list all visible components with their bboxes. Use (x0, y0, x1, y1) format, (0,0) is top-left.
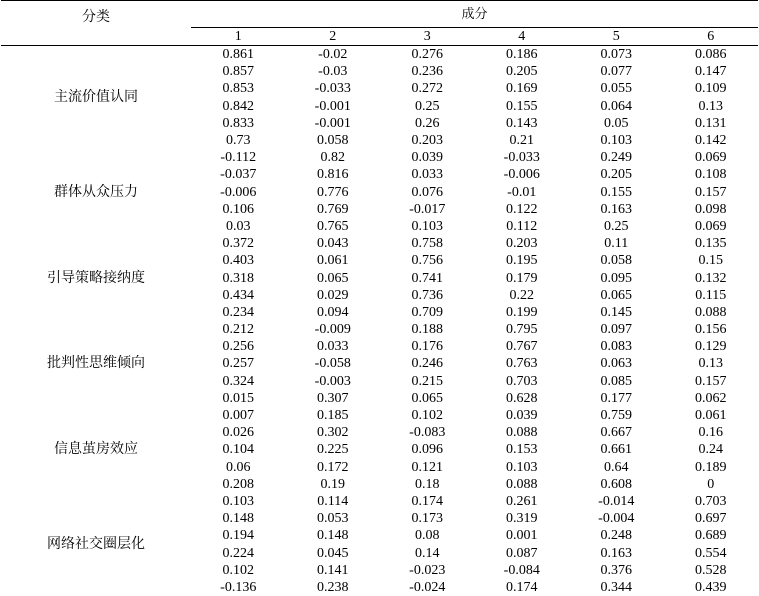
loading-cell: 0.661 (569, 441, 664, 458)
loading-cell: 0.528 (664, 562, 759, 579)
loading-cell: 0.155 (569, 184, 664, 201)
loading-cell: 0.759 (569, 407, 664, 424)
loading-cell: 0.085 (569, 373, 664, 390)
loading-cell: 0.029 (286, 287, 381, 304)
loading-cell: 0.176 (380, 338, 475, 355)
loading-cell: 0.236 (380, 63, 475, 80)
loading-cell: -0.136 (191, 579, 286, 596)
loading-cell: 0.155 (475, 98, 570, 115)
loading-cell: 0.148 (286, 527, 381, 544)
header-row-top (1, 1, 758, 28)
table-row (1, 321, 758, 338)
loading-cell: 0.104 (191, 441, 286, 458)
table-row (1, 407, 758, 424)
loading-cell: 0.097 (569, 321, 664, 338)
loading-cell: -0.006 (191, 184, 286, 201)
category-label: 信息茧房效应 (1, 407, 191, 493)
loading-cell: 0.122 (475, 201, 570, 218)
category-header: 分类 (1, 1, 191, 46)
loading-cell: 0.376 (569, 562, 664, 579)
loading-cell: 0.08 (380, 527, 475, 544)
table-row (1, 46, 758, 64)
loading-cell: 0.096 (380, 441, 475, 458)
loading-cell: 0.062 (664, 390, 759, 407)
factor-number-2: 2 (286, 28, 381, 46)
loading-cell: 0.765 (286, 218, 381, 235)
loading-cell: 0.055 (569, 80, 664, 97)
loading-cell: 0.065 (286, 269, 381, 286)
loading-cell: 0.06 (191, 459, 286, 476)
loading-cell: 0.703 (475, 373, 570, 390)
loading-cell: -0.004 (569, 510, 664, 527)
loading-cell: 0.053 (286, 510, 381, 527)
loading-cell: -0.058 (286, 355, 381, 372)
loading-cell: 0.163 (569, 201, 664, 218)
loading-cell: 0.261 (475, 493, 570, 510)
loading-cell: 0.249 (569, 149, 664, 166)
loading-cell: 0.302 (286, 424, 381, 441)
loading-cell: -0.009 (286, 321, 381, 338)
table-row (1, 235, 758, 252)
loading-cell: 0.058 (569, 252, 664, 269)
loading-cell: 0.169 (475, 80, 570, 97)
loading-cell: 0.13 (664, 355, 759, 372)
factor-number-1: 1 (191, 28, 286, 46)
loading-cell: 0.05 (569, 115, 664, 132)
loading-cell: 0.109 (664, 80, 759, 97)
loading-cell: 0.145 (569, 304, 664, 321)
loading-cell: 0.82 (286, 149, 381, 166)
loading-cell: 0.248 (569, 527, 664, 544)
loading-cell: 0.063 (569, 355, 664, 372)
loading-cell: 0.095 (569, 269, 664, 286)
loading-cell: 0.25 (380, 98, 475, 115)
loading-cell: 0.189 (664, 459, 759, 476)
loading-cell: 0.115 (664, 287, 759, 304)
loading-cell: 0.238 (286, 579, 381, 596)
loading-cell: 0.026 (191, 424, 286, 441)
loading-cell: 0.324 (191, 373, 286, 390)
loading-cell: -0.084 (475, 562, 570, 579)
loading-cell: 0.257 (191, 355, 286, 372)
loading-cell: 0.225 (286, 441, 381, 458)
loading-cell: -0.033 (286, 80, 381, 97)
loading-cell: 0.103 (475, 459, 570, 476)
loading-cell: 0.199 (475, 304, 570, 321)
table-body (1, 46, 758, 596)
loading-cell: 0.039 (380, 149, 475, 166)
loading-cell: -0.033 (475, 149, 570, 166)
loading-cell: -0.024 (380, 579, 475, 596)
loading-cell: 0.307 (286, 390, 381, 407)
loading-cell: 0.106 (191, 201, 286, 218)
loading-cell: 0.344 (569, 579, 664, 596)
loading-cell: 0.318 (191, 269, 286, 286)
loading-cell: 0.174 (380, 493, 475, 510)
factor-number-4: 4 (475, 28, 570, 46)
loading-cell: 0.069 (664, 149, 759, 166)
loading-cell: 0.087 (475, 544, 570, 561)
factor-number-5: 5 (569, 28, 664, 46)
loading-cell: 0.205 (569, 166, 664, 183)
loading-cell: 0.13 (664, 98, 759, 115)
loading-cell: 0.172 (286, 459, 381, 476)
factor-header: 成分 (191, 1, 758, 28)
loading-cell: -0.023 (380, 562, 475, 579)
loading-cell: 0.001 (475, 527, 570, 544)
loading-cell: -0.017 (380, 201, 475, 218)
loading-cell: 0.195 (475, 252, 570, 269)
loading-cell: 0.088 (664, 304, 759, 321)
loading-cell: 0.14 (380, 544, 475, 561)
table-header (1, 1, 758, 46)
loading-cell: 0.177 (569, 390, 664, 407)
loading-cell: 0.157 (664, 184, 759, 201)
loading-cell: 0.628 (475, 390, 570, 407)
loading-cell: 0.795 (475, 321, 570, 338)
loading-cell: 0.088 (475, 424, 570, 441)
loading-cell: 0.215 (380, 373, 475, 390)
category-label: 群体从众压力 (1, 149, 191, 235)
loading-cell: 0.141 (286, 562, 381, 579)
loading-cell: 0.077 (569, 63, 664, 80)
loading-cell: 0.234 (191, 304, 286, 321)
loading-cell: 0.853 (191, 80, 286, 97)
loading-cell: 0.767 (475, 338, 570, 355)
loading-cell: 0.319 (475, 510, 570, 527)
loading-cell: 0.272 (380, 80, 475, 97)
loading-cell: 0.076 (380, 184, 475, 201)
category-label: 批判性思维倾向 (1, 321, 191, 407)
loading-cell: 0.16 (664, 424, 759, 441)
loading-cell: 0.194 (191, 527, 286, 544)
loading-cell: 0.033 (286, 338, 381, 355)
loading-cell: 0.15 (664, 252, 759, 269)
loading-cell: 0.758 (380, 235, 475, 252)
loading-cell: -0.003 (286, 373, 381, 390)
loading-cell: 0.21 (475, 132, 570, 149)
loading-cell: 0.153 (475, 441, 570, 458)
loading-cell: 0.173 (380, 510, 475, 527)
loading-cell: 0.842 (191, 98, 286, 115)
loading-cell: 0.179 (475, 269, 570, 286)
loading-cell: 0.224 (191, 544, 286, 561)
loading-cell: 0.203 (475, 235, 570, 252)
loading-cell: 0.058 (286, 132, 381, 149)
loading-cell: 0.25 (569, 218, 664, 235)
loading-cell: 0.776 (286, 184, 381, 201)
loading-cell: 0.26 (380, 115, 475, 132)
loading-cell: -0.037 (191, 166, 286, 183)
loading-cell: 0.703 (664, 493, 759, 510)
loading-cell: 0.043 (286, 235, 381, 252)
loading-cell: 0.065 (569, 287, 664, 304)
loading-cell: 0.11 (569, 235, 664, 252)
loading-cell: 0.061 (286, 252, 381, 269)
loading-cell: 0.73 (191, 132, 286, 149)
loading-cell: 0.073 (569, 46, 664, 64)
loading-cell: 0.741 (380, 269, 475, 286)
loading-cell: 0.24 (664, 441, 759, 458)
loading-cell: 0.833 (191, 115, 286, 132)
loading-cell: 0 (664, 476, 759, 493)
loading-cell: 0.007 (191, 407, 286, 424)
loading-cell: 0.103 (380, 218, 475, 235)
loading-cell: 0.098 (664, 201, 759, 218)
loading-cell: 0.015 (191, 390, 286, 407)
loading-cell: -0.112 (191, 149, 286, 166)
loading-cell: 0.045 (286, 544, 381, 561)
loading-cell: 0.086 (664, 46, 759, 64)
table-row (1, 493, 758, 510)
loading-cell: -0.014 (569, 493, 664, 510)
loading-cell: 0.102 (380, 407, 475, 424)
loading-cell: -0.083 (380, 424, 475, 441)
loading-cell: 0.064 (569, 98, 664, 115)
loading-cell: 0.156 (664, 321, 759, 338)
loading-cell: 0.769 (286, 201, 381, 218)
loading-cell: 0.212 (191, 321, 286, 338)
loading-cell: 0.103 (191, 493, 286, 510)
loading-cell: 0.816 (286, 166, 381, 183)
loading-cell: 0.697 (664, 510, 759, 527)
loading-cell: 0.147 (664, 63, 759, 80)
loading-cell: 0.103 (569, 132, 664, 149)
loading-cell: 0.129 (664, 338, 759, 355)
loading-cell: 0.094 (286, 304, 381, 321)
loading-cell: 0.19 (286, 476, 381, 493)
loading-cell: 0.131 (664, 115, 759, 132)
loading-cell: 0.163 (569, 544, 664, 561)
loading-cell: 0.709 (380, 304, 475, 321)
loading-cell: 0.667 (569, 424, 664, 441)
loading-cell: 0.186 (475, 46, 570, 64)
loading-cell: 0.22 (475, 287, 570, 304)
loading-cell: 0.205 (475, 63, 570, 80)
loading-cell: 0.554 (664, 544, 759, 561)
loading-cell: 0.276 (380, 46, 475, 64)
loading-cell: 0.088 (475, 476, 570, 493)
table-row (1, 149, 758, 166)
loading-cell: 0.102 (191, 562, 286, 579)
loading-cell: 0.689 (664, 527, 759, 544)
factor-number-3: 3 (380, 28, 475, 46)
loading-cell: 0.143 (475, 115, 570, 132)
loading-cell: 0.188 (380, 321, 475, 338)
loading-cell: 0.112 (475, 218, 570, 235)
loading-cell: 0.857 (191, 63, 286, 80)
category-label: 主流价值认同 (1, 46, 191, 150)
loading-cell: 0.033 (380, 166, 475, 183)
loading-cell: 0.64 (569, 459, 664, 476)
loading-cell: -0.006 (475, 166, 570, 183)
loading-cell: 0.434 (191, 287, 286, 304)
loading-cell: 0.174 (475, 579, 570, 596)
factor-loading-table (1, 0, 758, 596)
loading-cell: 0.608 (569, 476, 664, 493)
loading-cell: 0.18 (380, 476, 475, 493)
loading-cell: 0.121 (380, 459, 475, 476)
loading-cell: 0.208 (191, 476, 286, 493)
loading-cell: -0.03 (286, 63, 381, 80)
category-label: 网络社交圈层化 (1, 493, 191, 596)
loading-cell: 0.185 (286, 407, 381, 424)
loading-cell: 0.03 (191, 218, 286, 235)
loading-cell: 0.039 (475, 407, 570, 424)
loading-cell: 0.372 (191, 235, 286, 252)
loading-cell: 0.108 (664, 166, 759, 183)
loading-cell: 0.736 (380, 287, 475, 304)
loading-cell: 0.439 (664, 579, 759, 596)
loading-cell: 0.861 (191, 46, 286, 64)
loading-cell: 0.203 (380, 132, 475, 149)
loading-cell: -0.01 (475, 184, 570, 201)
loading-cell: -0.001 (286, 115, 381, 132)
loading-cell: 0.069 (664, 218, 759, 235)
loading-cell: 0.148 (191, 510, 286, 527)
loading-cell: 0.083 (569, 338, 664, 355)
loading-cell: -0.001 (286, 98, 381, 115)
loading-cell: 0.061 (664, 407, 759, 424)
loading-cell: 0.403 (191, 252, 286, 269)
loading-cell: 0.132 (664, 269, 759, 286)
loading-cell: 0.256 (191, 338, 286, 355)
category-label: 引导策略接纳度 (1, 235, 191, 321)
loading-cell: 0.135 (664, 235, 759, 252)
loading-cell: 0.157 (664, 373, 759, 390)
loading-cell: 0.246 (380, 355, 475, 372)
loading-cell: 0.763 (475, 355, 570, 372)
loading-cell: 0.114 (286, 493, 381, 510)
factor-number-6: 6 (664, 28, 759, 46)
loading-cell: 0.065 (380, 390, 475, 407)
loading-cell: 0.142 (664, 132, 759, 149)
loading-cell: 0.756 (380, 252, 475, 269)
loading-cell: -0.02 (286, 46, 381, 64)
